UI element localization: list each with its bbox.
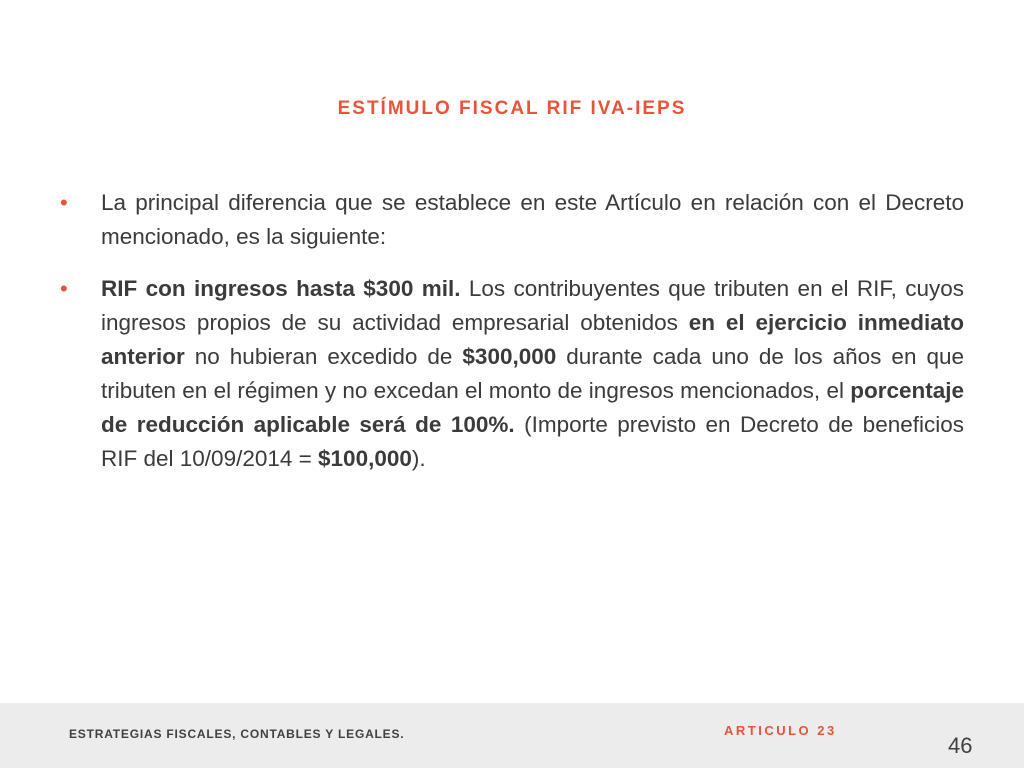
page-number: 46 [948, 733, 973, 758]
bullet-item-1 [60, 186, 964, 254]
text-segment: ). [411, 446, 426, 471]
bullet-text: La principal diferencia que se establece en este Artículo en relación con el Decreto mencionado, es la siguiente: [101, 190, 964, 249]
bullet-list [60, 186, 964, 494]
bold-phrase: porcentaje de reducción aplicable será de 100%. [101, 378, 964, 437]
footer-article: ARTICULO 23 [724, 723, 837, 738]
bullet-item-2 [60, 272, 964, 476]
bullet-marker: • [60, 276, 68, 301]
bold-phrase: en el ejercicio inmediato anterior [101, 310, 964, 369]
bullet-marker: • [60, 190, 68, 215]
bullet-content [101, 276, 964, 471]
text-segment: Los contribuyentes que tributen en el RIF, cuyos ingresos propios de su actividad empresarial obtenidos [101, 276, 964, 335]
bold-amount: $300,000 [462, 344, 557, 369]
text-segment: no hubieran excedido de [184, 344, 463, 369]
bold-amount: $100,000 [318, 446, 412, 471]
footer-company: ESTRATEGIAS FISCALES, CONTABLES Y LEGALES. [69, 727, 405, 741]
slide-title: ESTÍMULO FISCAL RIF IVA-IEPS [337, 98, 687, 119]
bold-heading: RIF con ingresos hasta $300 mil. [101, 276, 461, 301]
text-segment: (Importe previsto en Decreto de beneficios RIF del 10/09/2014 = [101, 412, 964, 471]
text-segment: durante cada uno de los años en que tributen en el régimen y no excedan el monto de ingresos mencionados, el [101, 344, 964, 403]
